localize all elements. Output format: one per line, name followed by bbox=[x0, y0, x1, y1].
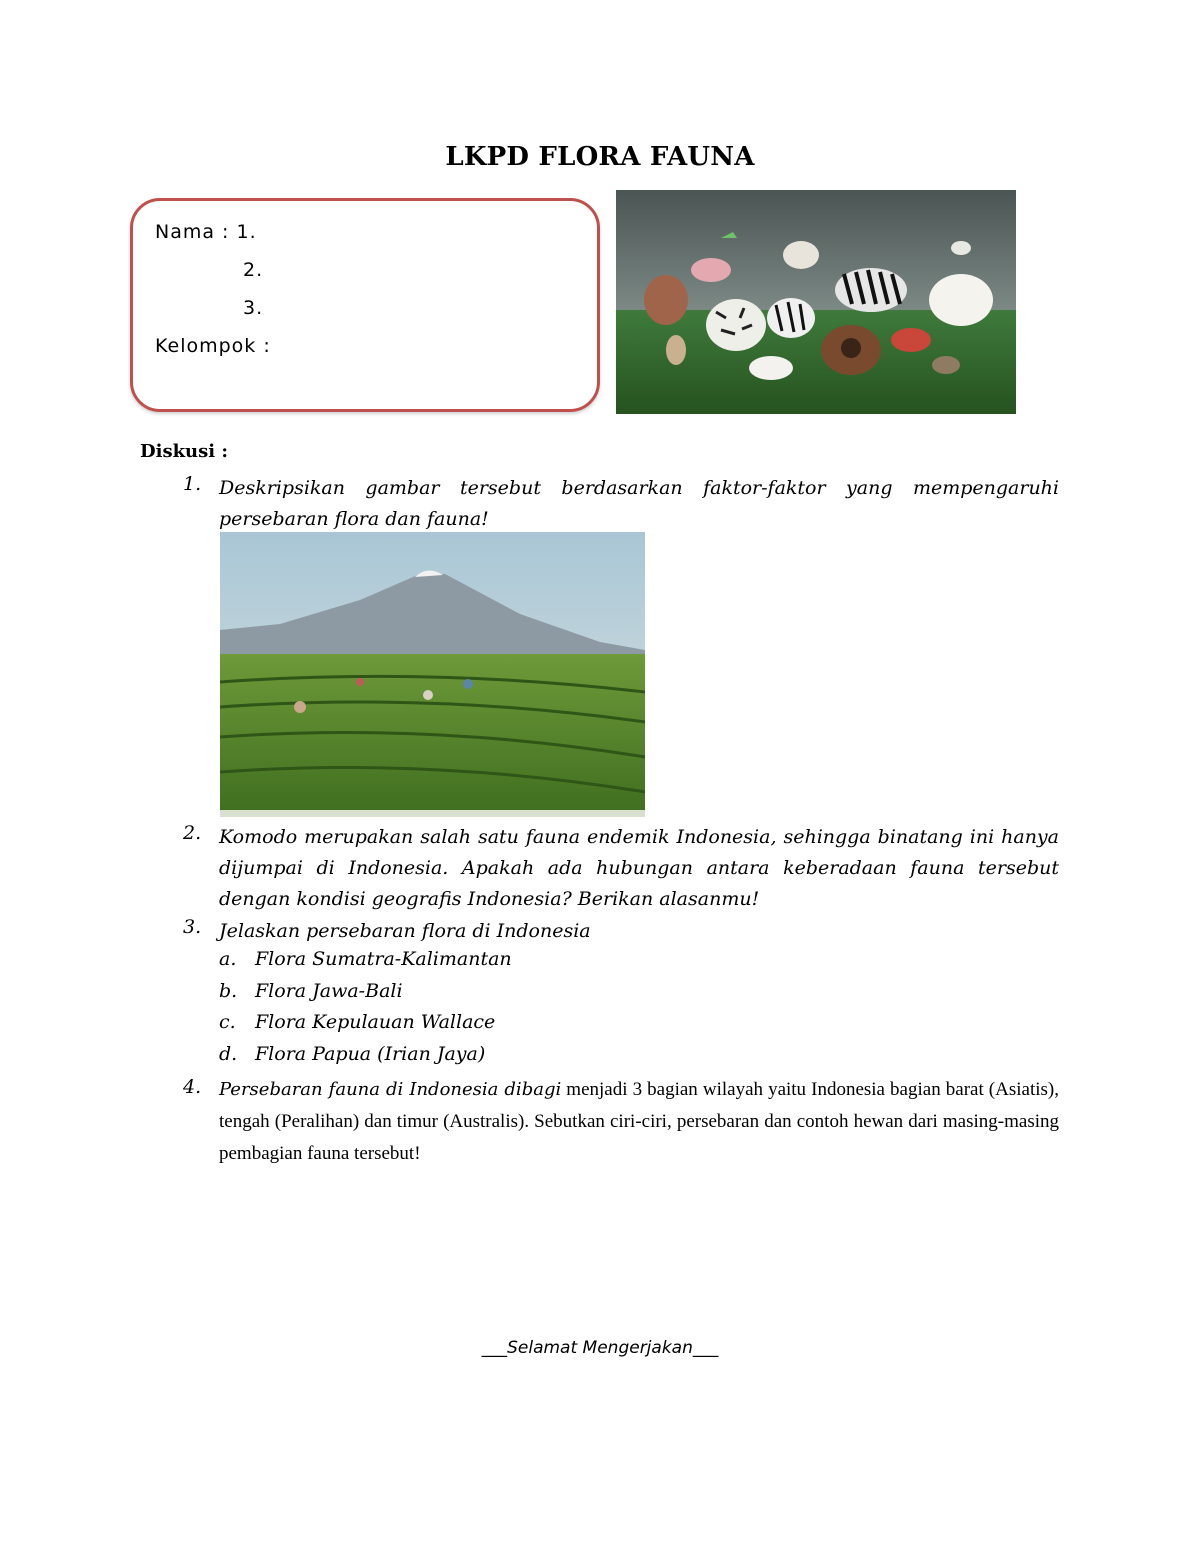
flora-item-text: Flora Kepulauan Wallace bbox=[255, 1011, 496, 1033]
question-1-number: 1. bbox=[183, 473, 202, 495]
question-4-number: 4. bbox=[183, 1076, 202, 1098]
flora-item-letter: c. bbox=[219, 1011, 236, 1033]
question-3-text: Jelaskan persebaran flora di Indonesia bbox=[219, 920, 591, 942]
question-4-italic: Persebaran fauna di Indonesia dibagi bbox=[219, 1079, 562, 1100]
closing-note: ___Selamat Mengerjakan___ bbox=[481, 1338, 719, 1358]
question-4-text bbox=[219, 1074, 1059, 1170]
question-2-number: 2. bbox=[183, 822, 202, 844]
flora-item-letter: d. bbox=[219, 1043, 238, 1065]
page-title: LKPD FLORA FAUNA bbox=[445, 142, 755, 172]
question-4-rest: menjadi 3 bagian wilayah yaitu Indonesia bagian barat (Asiatis), tengah (Peralihan) dan timur (Australis). Sebutkan ciri-ciri, persebaran dan contoh hewan dari masing-masing pembagian fauna tersebut! bbox=[219, 1079, 1059, 1164]
kelompok-label: Kelompok : bbox=[155, 335, 271, 357]
flora-item-text: Flora Sumatra-Kalimantan bbox=[255, 948, 512, 970]
diskusi-heading: Diskusi : bbox=[140, 441, 229, 462]
nama-number-3: 3. bbox=[243, 297, 264, 319]
flora-item-text: Flora Papua (Irian Jaya) bbox=[255, 1043, 486, 1065]
identity-box bbox=[130, 198, 600, 412]
flora-item-letter: b. bbox=[219, 980, 238, 1002]
flora-item-text: Flora Jawa-Bali bbox=[255, 980, 403, 1002]
animals-photo bbox=[616, 190, 1016, 414]
tea-plantation-photo bbox=[220, 532, 645, 817]
question-3-number: 3. bbox=[183, 916, 202, 938]
flora-item-letter: a. bbox=[219, 948, 237, 970]
nama-number-2: 2. bbox=[243, 259, 264, 281]
question-1-text: Deskripsikan gambar tersebut berdasarkan faktor-faktor yang mempengaruhi persebaran flora dan fauna! bbox=[219, 477, 1059, 530]
nama-label: Nama : 1. bbox=[155, 221, 257, 243]
question-2-text: Komodo merupakan salah satu fauna endemik Indonesia, sehingga binatang ini hanya dijumpai di Indonesia. Apakah ada hubungan antara keberadaan fauna tersebut dengan kondisi geografis Indonesia? Berikan alasanmu! bbox=[219, 826, 1059, 910]
